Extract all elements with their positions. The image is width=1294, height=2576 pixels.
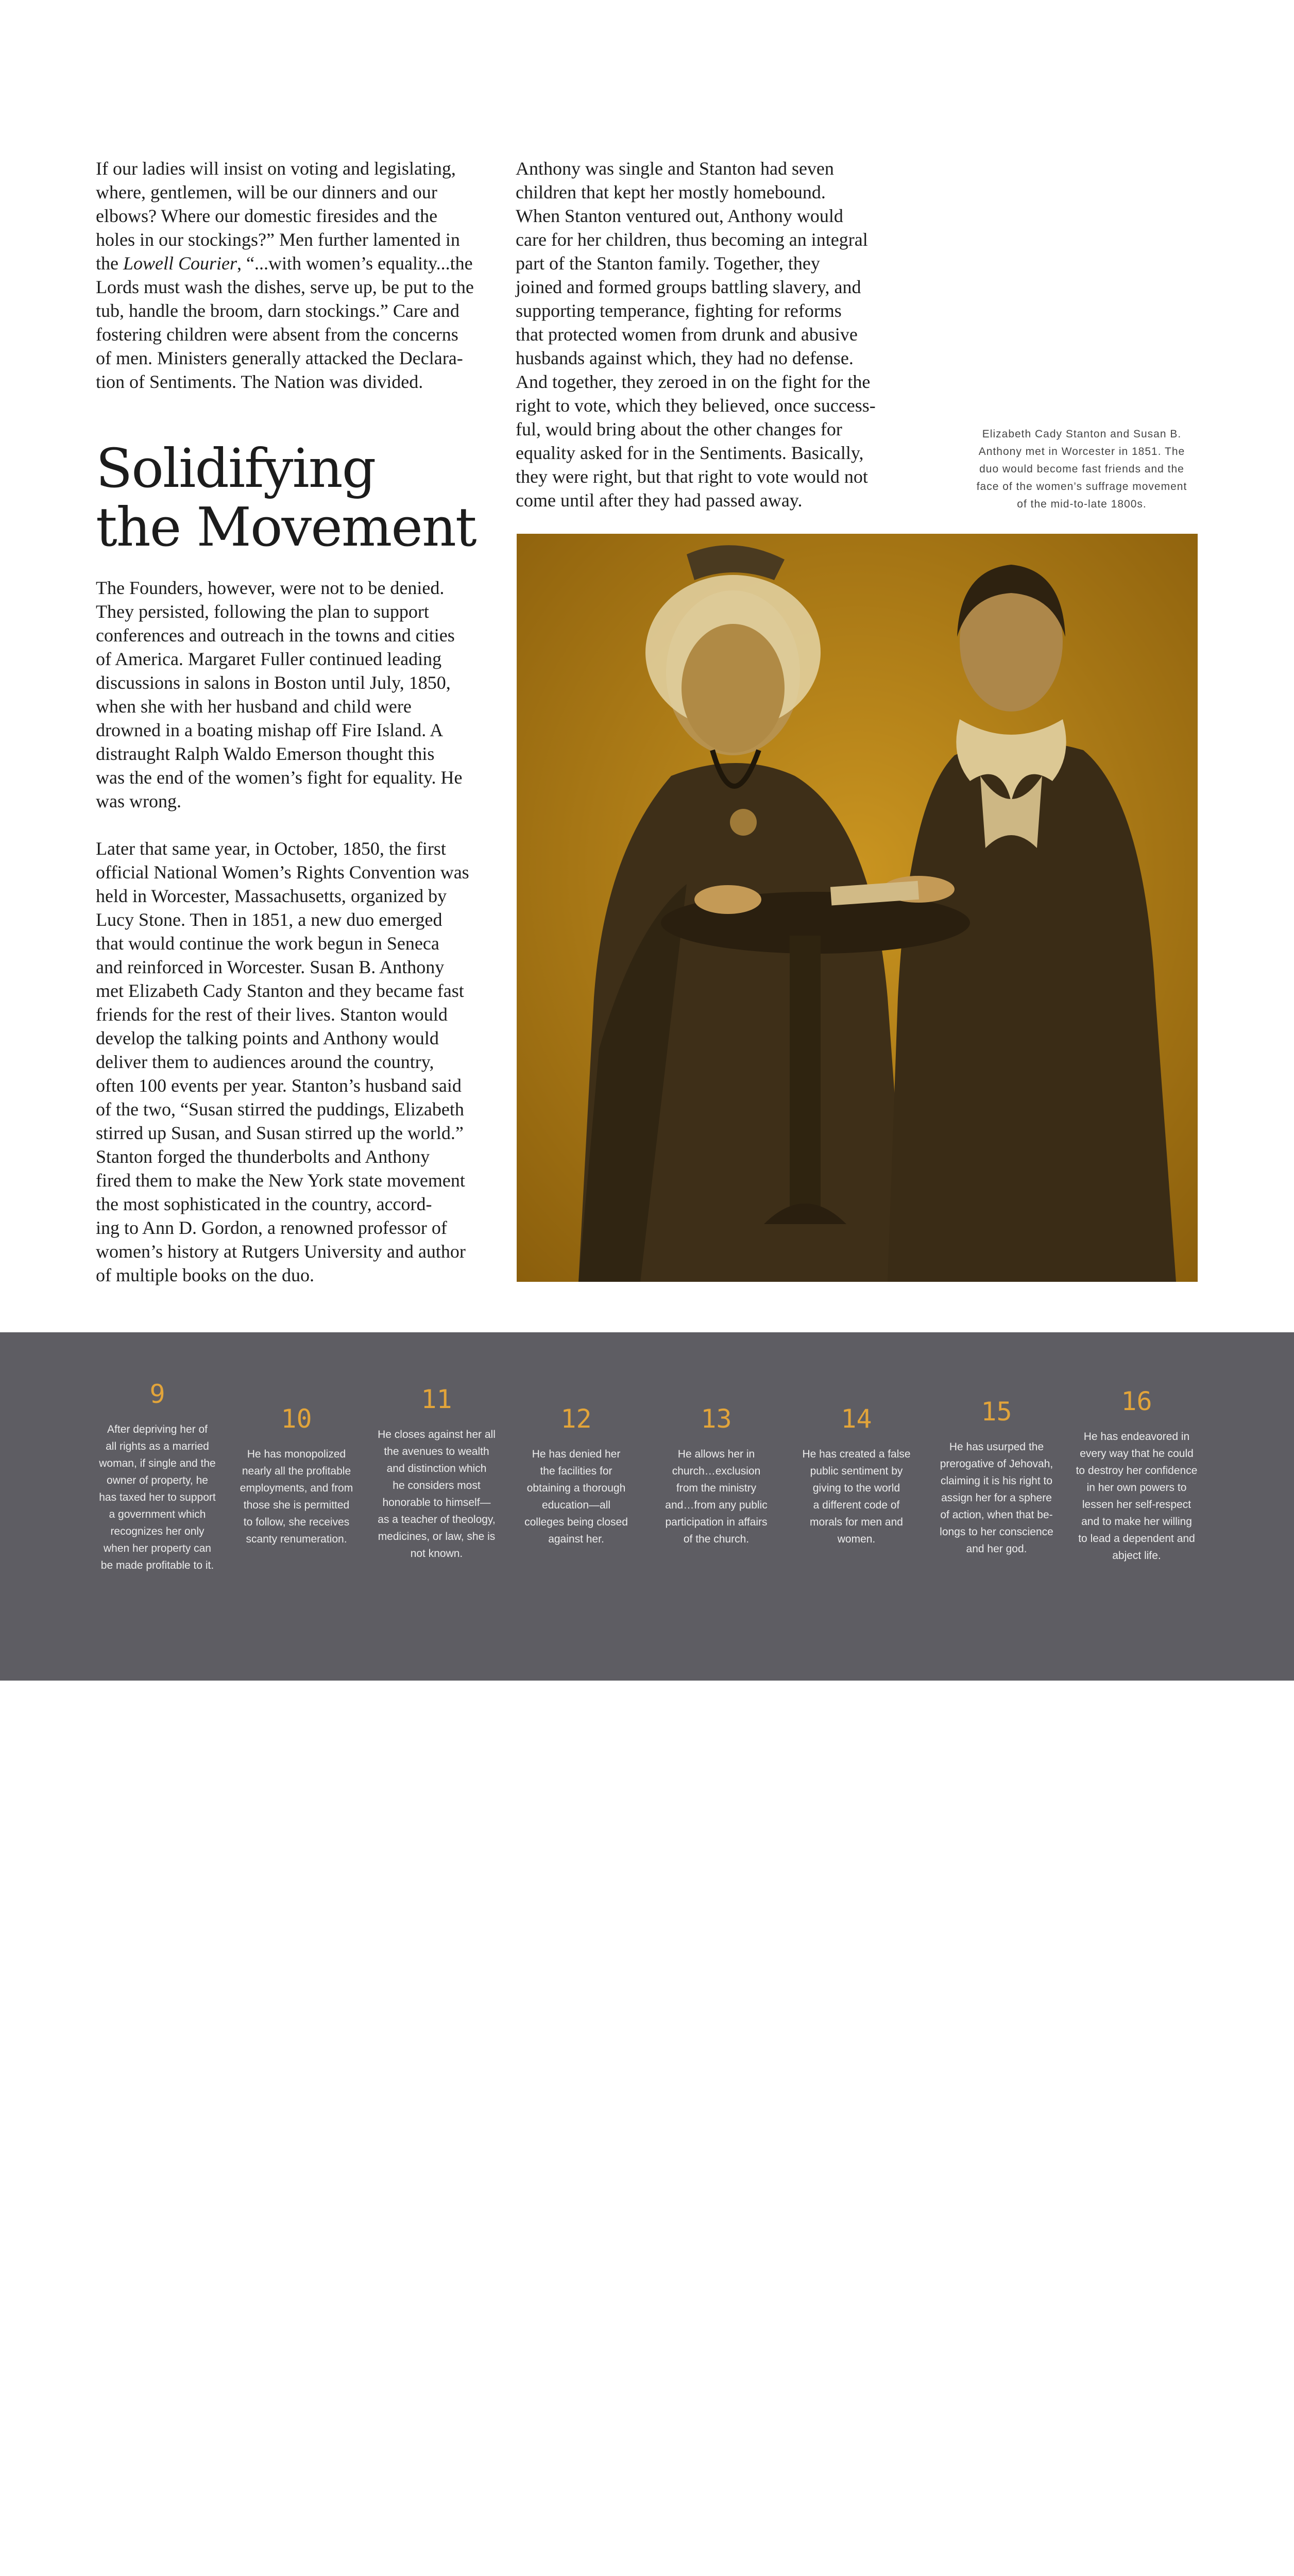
text-line: often 100 events per year. Stanton’s husband said	[96, 1075, 462, 1096]
text-line: Anthony was single and Stanton had seven	[516, 158, 834, 179]
grievance-line: lessen her self-respect	[1082, 1499, 1191, 1511]
text-line: ful, would bring about the other changes for	[516, 419, 842, 439]
grievance-line: recognizes her only	[110, 1526, 205, 1537]
text-line: When Stanton ventured out, Anthony would	[516, 206, 843, 226]
text-line: was the end of the women’s fight for equality. He	[96, 767, 463, 788]
text-line: fostering children were absent from the concerns	[96, 324, 458, 345]
caption-line: of the mid-to-late 1800s.	[1017, 498, 1147, 510]
headline-line: Solidifying	[96, 437, 376, 500]
grievance-line: owner of property, he	[107, 1475, 208, 1486]
caption-line: Elizabeth Cady Stanton and Susan B.	[982, 428, 1182, 440]
grievance-line: education—all	[541, 1499, 611, 1511]
headline-line: the Movement	[96, 496, 476, 558]
grievances-band	[0, 1332, 1294, 1681]
grievance-line: He has usurped the	[949, 1441, 1044, 1453]
grievance-line: prerogative of Jehovah,	[940, 1458, 1053, 1470]
grievance-text	[1068, 1428, 1205, 1564]
text-line: come until after they had passed away.	[516, 490, 803, 511]
text-line: tion of Sentiments. The Nation was divided.	[96, 371, 423, 392]
text-line: Later that same year, in October, 1850, the first	[96, 838, 446, 859]
grievance-line: and her god.	[966, 1543, 1027, 1555]
grievance-line: he considers most	[393, 1480, 481, 1492]
text-line: that protected women from drunk and abusive	[516, 324, 858, 345]
text-line: they were right, but that right to vote would not	[516, 466, 868, 487]
text-line: tub, handle the broom, darn stockings.” Care and	[96, 300, 459, 321]
text-line: when she with her husband and child were	[96, 696, 412, 717]
grievance-line: and to make her willing	[1081, 1516, 1192, 1528]
grievance-line: He has monopolized	[247, 1448, 346, 1460]
grievance-line: He has endeavored in	[1083, 1431, 1190, 1443]
text-line: deliver them to audiences around the country,	[96, 1052, 434, 1072]
grievance-line: from the ministry	[676, 1482, 757, 1494]
text-line: joined and formed groups battling slavery, and	[516, 277, 861, 297]
grievance-line: women.	[837, 1533, 876, 1545]
text-line: and reinforced in Worcester. Susan B. Anthony	[96, 957, 445, 977]
grievance-16	[1068, 1387, 1205, 1564]
text-line: And together, they zeroed in on the fight for the	[516, 371, 871, 392]
photo-illustration	[517, 534, 1198, 1282]
grievance-line: claiming it is his right to	[940, 1475, 1053, 1487]
grievance-10	[228, 1404, 365, 1548]
grievance-line: participation in affairs	[665, 1516, 768, 1528]
grievance-line: of action, when that be-	[940, 1509, 1053, 1521]
grievance-9	[89, 1380, 226, 1574]
text-line: elbows? Where our domestic firesides and the	[96, 206, 438, 226]
text-line: official National Women’s Rights Convention was	[96, 862, 469, 883]
grievance-text	[648, 1446, 785, 1548]
grievance-line: longs to her conscience	[940, 1526, 1053, 1538]
grievance-line: woman, if single and the	[99, 1458, 216, 1469]
grievance-line: to lead a dependent and	[1078, 1533, 1195, 1545]
grievance-line: against her.	[548, 1533, 604, 1545]
text-line: of men. Ministers generally attacked the Declara-	[96, 348, 463, 368]
grievance-line: honorable to himself—	[382, 1497, 491, 1509]
grievance-line: After depriving her of	[107, 1423, 208, 1435]
text-line: of the two, “Susan stirred the puddings, Elizabeth	[96, 1099, 464, 1120]
grievance-line: a government which	[109, 1509, 206, 1520]
text-line: distraught Ralph Waldo Emerson thought this	[96, 743, 435, 764]
grievance-line: and…from any public	[665, 1499, 768, 1511]
grievance-11	[368, 1385, 505, 1562]
text-line: care for her children, thus becoming an integral	[516, 229, 868, 250]
grievance-line: employments, and from	[240, 1482, 353, 1494]
grievance-text	[89, 1421, 226, 1574]
grievance-number: 15	[981, 1397, 1012, 1427]
text-line: part of the Stanton family. Together, they	[516, 253, 820, 274]
text-line: supporting temperance, fighting for reforms	[516, 300, 842, 321]
text-line: the most sophisticated in the country, accord-	[96, 1194, 432, 1214]
text-line: friends for the rest of their lives. Stanton would	[96, 1004, 448, 1025]
grievance-line: has taxed her to support	[99, 1492, 216, 1503]
paragraph-founders	[96, 576, 508, 813]
grievance-line: morals for men and	[810, 1516, 903, 1528]
text-line: develop the talking points and Anthony would	[96, 1028, 439, 1048]
text-line: women’s history at Rutgers University and author	[96, 1241, 466, 1262]
grievance-line: those she is permitted	[243, 1499, 350, 1511]
column2-top-text	[516, 157, 928, 512]
text-line: discussions in salons in Boston until July, 1850,	[96, 672, 451, 693]
grievance-line: assign her for a sphere	[941, 1492, 1052, 1504]
caption-line: face of the women’s suffrage movement	[976, 481, 1187, 493]
text-line: ing to Ann D. Gordon, a renowned professor of	[96, 1217, 447, 1238]
text-line: right to vote, which they believed, once success-	[516, 395, 876, 416]
text-line: stirred up Susan, and Susan stirred up the world.”	[96, 1123, 464, 1143]
historical-photo-stanton-anthony	[517, 534, 1198, 1282]
grievance-number: 10	[281, 1404, 312, 1434]
grievance-text	[368, 1426, 505, 1562]
text-line: met Elizabeth Cady Stanton and they became fast	[96, 980, 464, 1001]
grievance-line: church…exclusion	[672, 1465, 761, 1477]
text-line: that would continue the work begun in Seneca	[96, 933, 439, 954]
grievance-14	[788, 1404, 925, 1548]
text-line: the Lowell Courier, “...with women’s equality...the	[96, 253, 473, 274]
grievance-line: to destroy her confidence	[1076, 1465, 1198, 1477]
grievance-text	[928, 1438, 1065, 1557]
grievance-line: as a teacher of theology,	[378, 1514, 496, 1526]
grievance-number: 11	[421, 1384, 452, 1414]
text-line: of multiple books on the duo.	[96, 1265, 314, 1285]
caption-line: Anthony met in Worcester in 1851. The	[978, 446, 1185, 457]
text-line: They persisted, following the plan to support	[96, 601, 429, 622]
grievance-line: obtaining a thorough	[526, 1482, 626, 1494]
grievance-line: every way that he could	[1080, 1448, 1194, 1460]
section-headline	[96, 439, 508, 556]
grievance-line: in her own powers to	[1086, 1482, 1187, 1494]
column1-top-text	[96, 157, 508, 394]
text-line: children that kept her mostly homebound.	[516, 182, 826, 202]
grievance-number: 14	[841, 1404, 872, 1434]
grievance-line: of the church.	[683, 1533, 750, 1545]
grievance-text	[228, 1446, 365, 1548]
text-line: equality asked for in the Sentiments. Basically,	[516, 443, 864, 463]
grievance-line: nearly all the profitable	[242, 1465, 351, 1477]
grievance-15	[928, 1397, 1065, 1557]
text-line: where, gentlemen, will be our dinners and our	[96, 182, 437, 202]
grievance-line: He has denied her	[532, 1448, 621, 1460]
grievance-line: He closes against her all	[378, 1429, 496, 1440]
text-line: Lucy Stone. Then in 1851, a new duo emerged	[96, 909, 442, 930]
grievance-line: the facilities for	[540, 1465, 612, 1477]
grievance-number: 9	[149, 1379, 165, 1409]
text-line: Lords must wash the dishes, serve up, be put to the	[96, 277, 474, 297]
text-line: was wrong.	[96, 791, 181, 811]
grievance-number: 16	[1121, 1386, 1152, 1416]
grievance-line: public sentiment by	[810, 1465, 903, 1477]
text-line: The Founders, however, were not to be denied.	[96, 578, 445, 598]
grievance-line: the avenues to wealth	[384, 1446, 489, 1458]
grievance-line: to follow, she receives	[243, 1516, 350, 1528]
text-line: of America. Margaret Fuller continued leading	[96, 649, 442, 669]
grievance-line: all rights as a married	[106, 1440, 209, 1452]
text-line: holes in our stockings?” Men further lamented in	[96, 229, 460, 250]
grievance-text	[788, 1446, 925, 1548]
grievance-line: when her property can	[104, 1543, 211, 1554]
grievance-line: He allows her in	[677, 1448, 755, 1460]
text-line: husbands against which, they had no defense.	[516, 348, 854, 368]
grievance-12	[508, 1404, 644, 1548]
paragraph-convention	[96, 837, 508, 1287]
grievance-line: He has created a false	[802, 1448, 911, 1460]
grievance-line: medicines, or law, she is	[378, 1531, 496, 1543]
text-line: held in Worcester, Massachusetts, organized by	[96, 886, 447, 906]
grievance-line: be made profitable to it.	[100, 1560, 214, 1571]
grievance-line: scanty renumeration.	[246, 1533, 347, 1545]
grievance-number: 12	[560, 1404, 592, 1434]
grievance-line: a different code of	[813, 1499, 900, 1511]
grievance-13	[648, 1404, 785, 1548]
text-line: conferences and outreach in the towns and cities	[96, 625, 455, 646]
grievance-line: and distinction which	[386, 1463, 487, 1475]
grievance-line: colleges being closed	[524, 1516, 628, 1528]
text-line: fired them to make the New York state movement	[96, 1170, 465, 1191]
grievance-line: not known.	[410, 1548, 463, 1560]
text-line: drowned in a boating mishap off Fire Island. A	[96, 720, 444, 740]
grievance-number: 13	[701, 1404, 732, 1434]
text-line: Stanton forged the thunderbolts and Anthony	[96, 1146, 430, 1167]
grievance-line: giving to the world	[812, 1482, 900, 1494]
grievance-line: abject life.	[1112, 1550, 1161, 1562]
caption-line: duo would become fast friends and the	[979, 463, 1184, 475]
grievance-text	[508, 1446, 644, 1548]
photo-caption	[963, 426, 1200, 513]
text-line: If our ladies will insist on voting and legislating,	[96, 158, 456, 179]
column1-body-text	[96, 576, 508, 1287]
